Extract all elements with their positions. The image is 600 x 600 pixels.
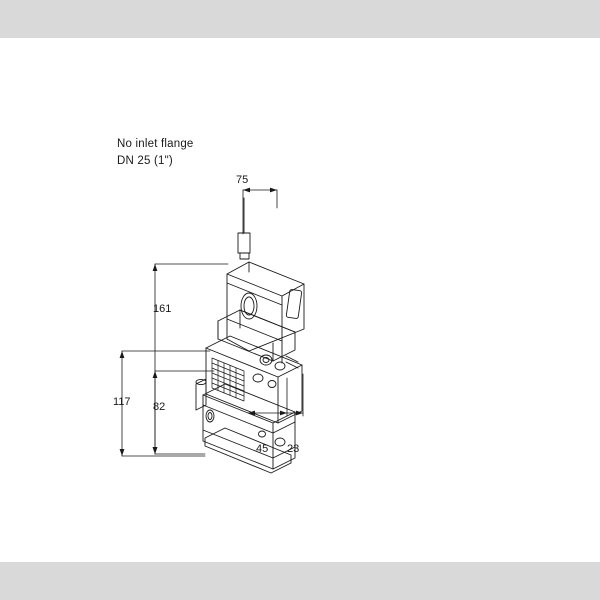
note-line-2: DN 25 (1"): [117, 155, 173, 167]
dimension-label-23: 23: [287, 443, 300, 455]
top-gray-band: [0, 0, 600, 38]
dimension-label-75: 75: [236, 174, 249, 186]
bottom-gray-band: [0, 562, 600, 600]
inlet-flange-note: [117, 136, 194, 170]
dimension-lines: [120, 188, 303, 456]
valve-body-geometry: [196, 198, 304, 473]
product-line-drawing: [0, 38, 600, 562]
dimension-label-117: 117: [113, 396, 131, 408]
note-line-1: No inlet flange: [117, 138, 194, 150]
dimension-label-45: 45: [256, 443, 269, 455]
dimension-label-82: 82: [153, 401, 166, 413]
dimension-label-161: 161: [153, 303, 172, 315]
drawing-area: [0, 38, 600, 562]
